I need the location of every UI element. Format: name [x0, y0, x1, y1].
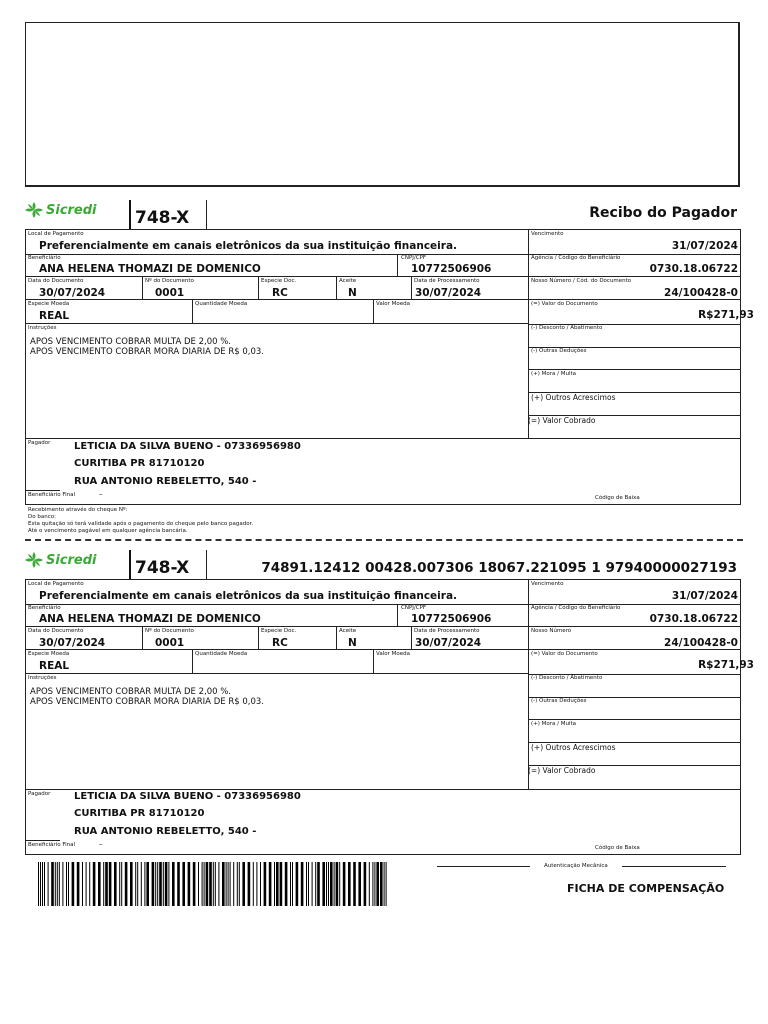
- aceite-value: N: [348, 287, 357, 299]
- divider: [622, 866, 726, 867]
- instrucao-line: APOS VENCIMENTO COBRAR MORA DIARIA DE R$ 0,03.: [30, 347, 264, 357]
- mora-multa-label: (+) Mora / Multa: [531, 721, 577, 727]
- divider: [142, 626, 143, 649]
- footer-line: Até o vencimento pagável em qualquer agência bancária.: [28, 528, 188, 534]
- valor-documento-value: R$271,93: [698, 309, 754, 321]
- vencimento-label: Vencimento: [531, 581, 564, 587]
- instrucao-line: APOS VENCIMENTO COBRAR MULTA DE 2,00 %.: [30, 337, 231, 347]
- divider: [206, 200, 207, 229]
- divider: [25, 673, 528, 674]
- outras-deducoes-label: (-) Outras Deduções: [531, 698, 587, 704]
- beneficiario-label: Beneficiário: [28, 255, 61, 261]
- divider: [129, 200, 131, 229]
- footer-line: Recebimento através do cheque Nº:: [28, 507, 128, 513]
- divider: [129, 550, 131, 579]
- beneficiario-final-value: –: [99, 490, 103, 498]
- beneficiario-label: Beneficiário: [28, 605, 61, 611]
- outros-acrescimos-label: (+) Outros Acrescimos: [531, 743, 616, 752]
- divider: [528, 369, 741, 370]
- bank-code: 748-X: [135, 558, 190, 578]
- data-processamento-value: 30/07/2024: [415, 637, 482, 649]
- beneficiario-value: ANA HELENA THOMAZI DE DOMENICO: [39, 613, 261, 625]
- nosso-numero-label: Nosso Número / Cód. do Documento: [531, 278, 632, 284]
- divider: [258, 626, 259, 649]
- sicredi-swirl-icon: [25, 552, 43, 568]
- nosso-numero-value: 24/100428-0: [664, 637, 738, 649]
- divider: [373, 299, 374, 323]
- local-pagamento-label: Local de Pagamento: [28, 581, 84, 587]
- sicredi-swirl-icon: [25, 202, 43, 218]
- sicredi-logo: [25, 202, 97, 218]
- cnpj-label: CNPJ/CPF: [401, 605, 427, 611]
- valor-cobrado-label: (=) Valor Cobrado: [528, 766, 596, 775]
- divider: [192, 299, 193, 323]
- codigo-baixa-label: Código de Baixa: [595, 495, 640, 501]
- num-documento-label: Nº do Documento: [145, 628, 194, 634]
- num-documento-value: 0001: [155, 637, 185, 649]
- brand-name: Sicredi: [46, 202, 97, 218]
- codigo-baixa-label: Código de Baixa: [595, 845, 640, 851]
- divider: [25, 323, 528, 324]
- valor-moeda-label: Valor Moeda: [376, 301, 410, 307]
- beneficiario-final-value: –: [99, 840, 103, 848]
- especie-moeda-value: REAL: [39, 660, 70, 672]
- divider: [25, 254, 741, 255]
- beneficiario-final-label: Beneficiário Final: [28, 492, 75, 498]
- valor-documento-value: R$271,93: [698, 659, 754, 671]
- valor-documento-label: (=) Valor do Documento: [531, 651, 598, 657]
- divider: [25, 626, 741, 627]
- local-pagamento-label: Local de Pagamento: [28, 231, 84, 237]
- especie-doc-value: RC: [272, 287, 288, 299]
- vencimento-label: Vencimento: [531, 231, 564, 237]
- agencia-value: 0730.18.06722: [649, 613, 738, 625]
- data-documento-label: Data do Documento: [28, 278, 84, 284]
- divider: [25, 789, 741, 790]
- data-documento-label: Data do Documento: [28, 628, 84, 634]
- pagador-nome: LETICIA DA SILVA BUENO - 07336956980: [74, 791, 301, 802]
- divider: [25, 490, 60, 491]
- footer-line: Do banco:: [28, 514, 56, 520]
- agencia-label: Agência / Código do Beneficiário: [531, 605, 621, 611]
- local-pagamento-value: Preferencialmente em canais eletrônicos da sua instituição financeira.: [39, 590, 458, 602]
- especie-doc-value: RC: [272, 637, 288, 649]
- desconto-label: (-) Desconto / Abatimento: [531, 325, 603, 331]
- valor-cobrado-label: (=) Valor Cobrado: [528, 416, 596, 425]
- instrucoes-label: Instruções: [28, 325, 57, 331]
- divider: [25, 276, 741, 277]
- aceite-label: Aceite: [339, 278, 357, 284]
- cnpj-value: 10772506906: [411, 263, 492, 275]
- quantidade-moeda-label: Quantidade Moeda: [195, 301, 248, 307]
- divider: [397, 604, 398, 626]
- beneficiario-value: ANA HELENA THOMAZI DE DOMENICO: [39, 263, 261, 275]
- data-processamento-value: 30/07/2024: [415, 287, 482, 299]
- receipt-title: Recibo do Pagador: [589, 205, 737, 221]
- data-documento-value: 30/07/2024: [39, 637, 106, 649]
- agencia-value: 0730.18.06722: [649, 263, 738, 275]
- pagador-cidade: CURITIBA PR 81710120: [74, 808, 205, 819]
- divider: [25, 438, 741, 439]
- divider: [206, 550, 207, 579]
- pagador-label: Pagador: [28, 440, 51, 446]
- num-documento-label: Nº do Documento: [145, 278, 194, 284]
- mora-multa-label: (+) Mora / Multa: [531, 371, 577, 377]
- divider: [192, 649, 193, 673]
- pagador-label: Pagador: [28, 791, 51, 797]
- vencimento-value: 31/07/2024: [671, 240, 738, 252]
- especie-doc-label: Especie Doc.: [261, 278, 297, 284]
- data-processamento-label: Data de Processamento: [414, 628, 480, 634]
- cut-line: [25, 539, 743, 541]
- footer-line: Esta quitação só terá validade após o pagamento do cheque pelo banco pagador.: [28, 521, 254, 527]
- data-documento-value: 30/07/2024: [39, 287, 106, 299]
- divider: [142, 276, 143, 299]
- divider: [397, 254, 398, 276]
- sicredi-logo: [25, 552, 97, 568]
- linha-digitavel: 74891.12412 00428.007306 18067.221095 1 97940000027193: [261, 560, 737, 576]
- pagador-cidade: CURITIBA PR 81710120: [74, 458, 205, 469]
- pagador-endereco: RUA ANTONIO REBELETTO, 540 -: [74, 826, 257, 837]
- agencia-label: Agência / Código do Beneficiário: [531, 255, 621, 261]
- pagador-nome: LETICIA DA SILVA BUENO - 07336956980: [74, 441, 301, 452]
- cnpj-value: 10772506906: [411, 613, 492, 625]
- divider: [437, 866, 530, 867]
- aceite-label: Aceite: [339, 628, 357, 634]
- especie-moeda-value: REAL: [39, 310, 70, 322]
- divider: [25, 649, 741, 650]
- outras-deducoes-label: (-) Outras Deduções: [531, 348, 587, 354]
- instrucao-line: APOS VENCIMENTO COBRAR MULTA DE 2,00 %.: [30, 687, 231, 697]
- cnpj-label: CNPJ/CPF: [401, 255, 427, 261]
- top-blank-box: [25, 22, 740, 187]
- valor-documento-label: (=) Valor do Documento: [531, 301, 598, 307]
- num-documento-value: 0001: [155, 287, 185, 299]
- especie-doc-label: Especie Doc.: [261, 628, 297, 634]
- divider: [528, 719, 741, 720]
- divider: [25, 604, 741, 605]
- desconto-label: (-) Desconto / Abatimento: [531, 675, 603, 681]
- local-pagamento-value: Preferencialmente em canais eletrônicos da sua instituição financeira.: [39, 240, 458, 252]
- aceite-value: N: [348, 637, 357, 649]
- especie-moeda-label: Especie Moeda: [28, 301, 70, 307]
- valor-moeda-label: Valor Moeda: [376, 651, 410, 657]
- divider: [373, 649, 374, 673]
- divider: [528, 229, 529, 438]
- divider: [336, 626, 337, 649]
- bank-code: 748-X: [135, 208, 190, 228]
- divider: [528, 579, 529, 789]
- brand-name: Sicredi: [46, 552, 97, 568]
- nosso-numero-label: Nosso Número: [531, 628, 572, 634]
- divider: [411, 276, 412, 299]
- beneficiario-final-label: Beneficiário Final: [28, 842, 75, 848]
- divider: [411, 626, 412, 649]
- especie-moeda-label: Especie Moeda: [28, 651, 70, 657]
- divider: [336, 276, 337, 299]
- divider: [25, 299, 741, 300]
- divider: [25, 840, 60, 841]
- barcode: [38, 862, 394, 906]
- instrucoes-label: Instruções: [28, 675, 57, 681]
- ficha-compensacao-title: FICHA DE COMPENSAÇÃO: [567, 882, 725, 895]
- quantidade-moeda-label: Quantidade Moeda: [195, 651, 248, 657]
- data-processamento-label: Data de Processamento: [414, 278, 480, 284]
- autenticacao-label: Autenticação Mecânica: [544, 863, 608, 869]
- instrucao-line: APOS VENCIMENTO COBRAR MORA DIARIA DE R$ 0,03.: [30, 697, 264, 707]
- vencimento-value: 31/07/2024: [671, 590, 738, 602]
- pagador-endereco: RUA ANTONIO REBELETTO, 540 -: [74, 476, 257, 487]
- nosso-numero-value: 24/100428-0: [664, 287, 738, 299]
- outros-acrescimos-label: (+) Outros Acrescimos: [531, 393, 616, 402]
- divider: [258, 276, 259, 299]
